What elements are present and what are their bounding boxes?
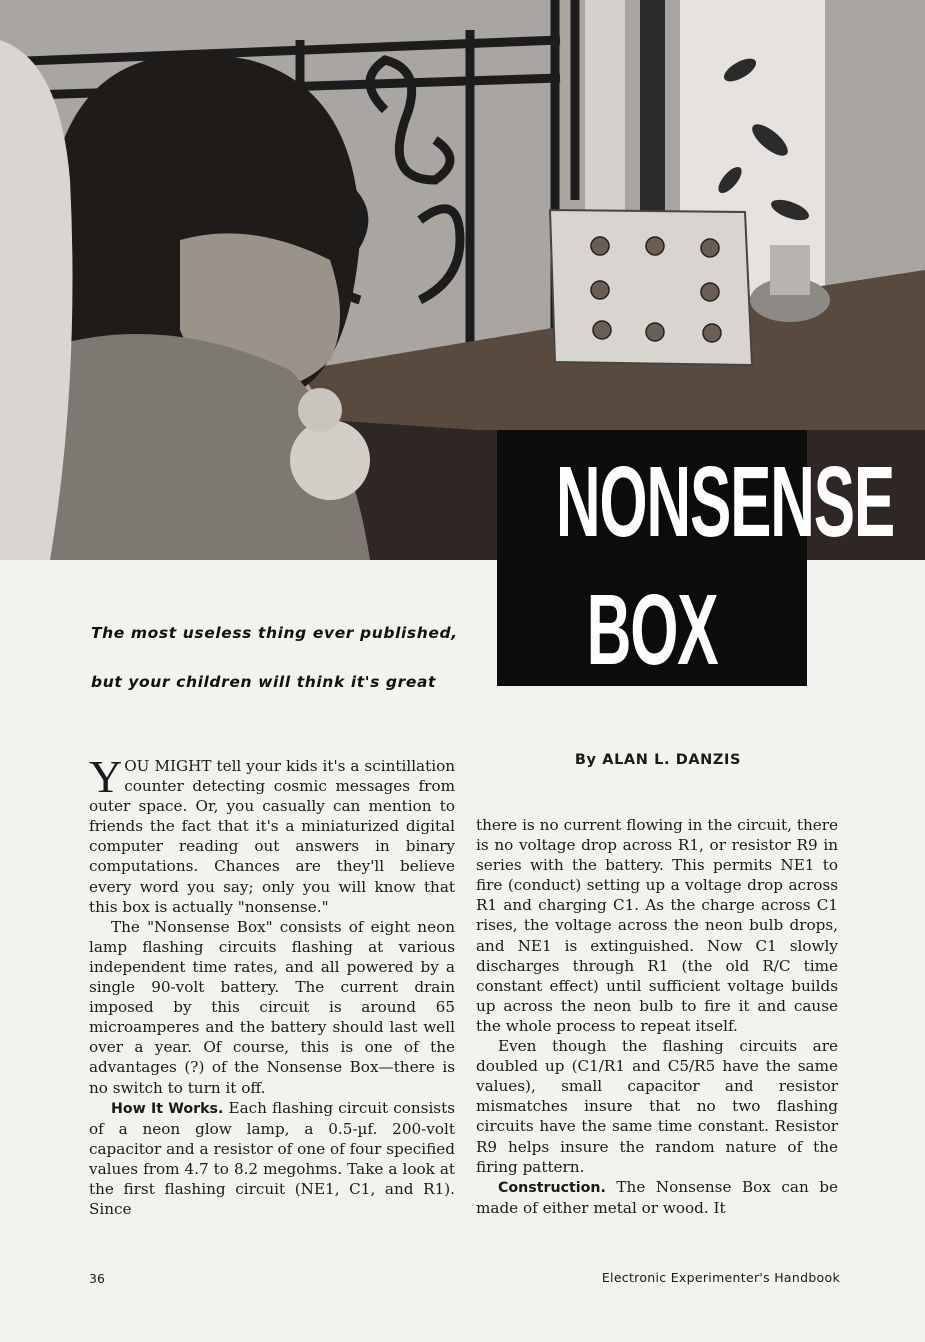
nonsense-box-graphic <box>550 210 752 365</box>
section-heading-how-it-works: How It Works. <box>111 1100 224 1117</box>
title-line-2: BOX <box>586 574 718 686</box>
page-number: 36 <box>89 1271 105 1286</box>
paragraph-circuit-operation: there is no current flowing in the circuit, there is no voltage drop across R1, or resistor R9 in series with the battery. This permits NE1 to fire (conduct) setting up a voltage drop across R1 and charging C1. As the charge across C1 rises, the voltage across the neon bulb drops, and NE1 is extinguished. Now C1 slowly discharges through R1 (the old R/C time constant effect) until sufficient voltage builds up across the neon bulb to fire it and cause the whole process to repeat itself. <box>476 816 838 1035</box>
paragraph-construction <box>476 1177 838 1218</box>
byline: By ALAN L. DANZIS <box>574 752 742 768</box>
paragraph-construction-text: The Nonsense Box can be made of either metal or wood. It <box>476 1177 838 1217</box>
drop-cap: Y <box>89 751 123 802</box>
subtitle-line-1: The most useless thing ever published, <box>91 624 458 642</box>
article-column-left <box>89 751 455 1219</box>
paragraph-intro <box>89 751 455 917</box>
publication-name: Electronic Experimenter's Handbook <box>601 1270 840 1285</box>
title-block <box>497 430 894 686</box>
title-line-1: NONSENSE <box>555 446 894 558</box>
paragraph-intro-text: OU MIGHT tell your kids it's a scintillation counter detecting cosmic messages from outer space. Or, you casually can mention to friends the fact that it's a miniaturized digital computer reading out answers in binary computations. Chances are they'll believe every word you say; only you will know that this box is actually "nonsense." <box>89 757 455 916</box>
subtitle-line-2: but your children will think it's great <box>91 673 437 691</box>
paragraph-how-it-works <box>89 1098 455 1220</box>
paragraph-how-it-works-text: Each flashing circuit consists of a neon glow lamp, a 0.5-µf. 200-volt capacitor and a resistor of one of four specified values from 4.7 to 8.2 megohms. Take a look at the first flashing circuit (NE1, C1, and R1). Since <box>89 1098 455 1219</box>
article-column-right <box>476 815 838 1218</box>
paragraph-description: The "Nonsense Box" consists of eight neon lamp flashing circuits flashing at various independent time rates, and all powered by a single 90-volt battery. The current drain imposed by this circuit is around 65 microamperes and the battery should last well over a year. Of course, this is one of the advantages (?) of the Nonsense Box—there is no switch to turn it off. <box>89 917 455 1097</box>
paragraph-flashing-circuits: Even though the flashing circuits are doubled up (C1/R1 and C5/R5 have the same values), small capacitor and resistor mismatches insure that no two flashing circuits have the same time constant. Resistor R9 helps insure the random nature of the firing pattern. <box>476 1037 838 1176</box>
section-heading-construction: Construction. <box>498 1179 606 1196</box>
